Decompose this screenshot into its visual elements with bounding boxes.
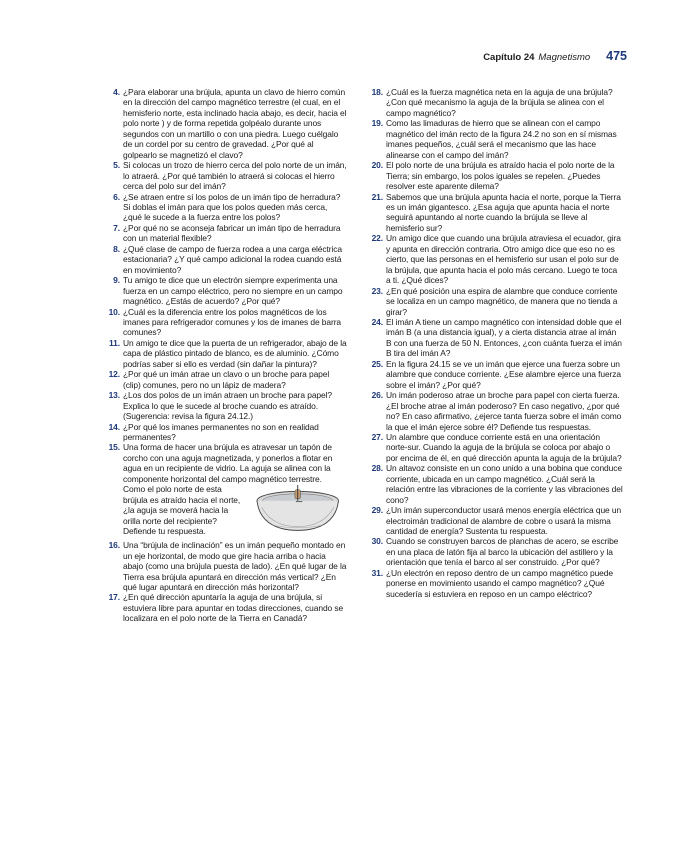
question-text: Como las limaduras de hierro que se alinean con el campo magnético del imán recto de la figura 24.2 no son en sí mismas imanes pequeños, ¿cuál será el mecanismo que las hace alinearse con el campo del imán? [386, 118, 617, 160]
question-number: 18 . [367, 87, 383, 97]
question-number: 16 . [104, 540, 120, 550]
chapter-label: Capítulo 24 [483, 52, 535, 63]
left-column [104, 87, 347, 624]
question-number: 19 . [367, 118, 383, 128]
question-item [104, 592, 347, 623]
question-text: Una forma de hacer una brújula es atravesar un tapón de corcho con una aguja magnetizada, y ponerlos a flotar en agua en un recipiente de vidrio. La aguja se alinea con la componente horizontal del campo magnético terrestre. [123, 442, 333, 484]
page-number: 475 [606, 49, 627, 63]
question-number: 7 . [104, 223, 120, 233]
question-text: El polo norte de una brújula es atraído hacia el polo norte de la Tierra; sin embargo, los polos iguales se repelen. ¿Puedes resolver este aparente dilema? [386, 160, 615, 192]
question-number: 9 . [104, 275, 120, 285]
question-item [367, 505, 623, 536]
question-text: ¿Cuál es la fuerza magnética neta en la aguja de una brújula? ¿Con qué mecanismo la aguja de la brújula se alinea con el campo magnético? [386, 87, 613, 118]
question-text-continued: Como el polo norte de esta brújula es atraído hacia el norte, ¿la aguja se moverá hacia la orilla norte del recipiente? Defiende tu respuesta. [123, 484, 241, 537]
question-number: 6 . [104, 192, 120, 202]
question-item [367, 87, 623, 118]
question-number: 5 . [104, 160, 120, 170]
question-number: 13 . [104, 390, 120, 400]
question-number: 4 . [104, 87, 120, 97]
question-item [367, 192, 623, 234]
question-number: 12 . [104, 369, 120, 379]
question-item [104, 223, 347, 244]
question-text: Un altavoz consiste en un cono unido a una bobina que conduce corriente, ubicada en un campo magnético. ¿Cuál será la relación entre las vibraciones de la corriente y las vibraciones del cono? [386, 463, 623, 505]
question-number: 10 . [104, 307, 120, 317]
question-item [104, 307, 347, 338]
question-text: Cuando se construyen barcos de planchas de acero, se escribe en una placa de latón fija al barco la ubicación del astillero y la orientación que tenía el barco al ser construido. ¿Por qué? [386, 536, 619, 568]
question-number: 29 . [367, 505, 383, 515]
question-item [104, 192, 347, 223]
question-number: 24 . [367, 317, 383, 327]
right-column [367, 87, 623, 599]
question-text: Sabemos que una brújula apunta hacia el norte, porque la Tierra es un imán gigantesco. ¿Esa aguja que apunta hacia el norte seguirá apuntando al norte cuando la brújula se lleve al hemisferio sur? [386, 191, 621, 233]
question-text: ¿En qué posición una espira de alambre que conduce corriente se localiza en un campo magnético, de manera que no tienda a girar? [386, 285, 618, 317]
question-item [367, 536, 623, 567]
question-number: 23 . [367, 286, 383, 296]
question-number: 28 . [367, 463, 383, 473]
question-text: ¿Por qué un imán atrae un clavo o un broche para papel (clip) comunes, pero no un lápiz de madera? [123, 369, 330, 390]
question-text: Un amigo dice que cuando una brújula atraviesa el ecuador, gira y apunta en dirección contraria. Otro amigo dice que eso no es cierto, que las personas en el hemisferio sur usan el polo sur de la brújula, que apunta hacia el polo más cercano. Luego te toca a ti. ¿Qué dices? [386, 233, 621, 286]
question-item [104, 540, 347, 592]
question-item [367, 390, 623, 432]
question-item [104, 160, 347, 191]
question-text: Un imán poderoso atrae un broche para papel con cierta fuerza. ¿El broche atrae al imán poderoso? En caso negativo, ¿por qué no? En caso afirmativo, ¿ejerce tanta fuerza sobre el imán como la que el imán ejerce sobre él? Defiende tus respuestas. [386, 390, 622, 432]
question-item [104, 422, 347, 443]
question-item [367, 233, 623, 285]
question-number: 11 . [104, 338, 120, 348]
figure-row [123, 484, 347, 540]
question-item [367, 286, 623, 317]
question-text: ¿Por qué no se aconseja fabricar un imán tipo de herradura con un material flexible? [123, 222, 341, 244]
floating-compass-bowl-illustration [245, 480, 347, 540]
question-text: ¿En qué dirección apuntaría la aguja de una brújula, si estuviera libre para apuntar en todas direcciones, cuando se localizara en el polo norte de la Tierra en Canadá? [123, 592, 344, 624]
question-item [104, 244, 347, 275]
question-item [367, 317, 623, 359]
question-item [104, 390, 347, 421]
question-number: 31 . [367, 568, 383, 578]
question-text: ¿Un electrón en reposo dentro de un campo magnético puede ponerse en movimiento usando el campo magnético? ¿Qué sucedería si estuviera en reposo en un campo eléctrico? [386, 567, 613, 599]
question-number: 27 . [367, 432, 383, 442]
question-number: 26 . [367, 390, 383, 400]
question-text: ¿Un imán superconductor usará menos energía eléctrica que un electroimán tradicional de alambre de cobre o usará la misma cantidad de energía? Sustenta tu respuesta. [386, 505, 622, 537]
question-text: ¿Por qué los imanes permanentes no son en realidad permanentes? [123, 421, 319, 442]
question-item [367, 118, 623, 160]
question-number: 25 . [367, 359, 383, 369]
question-number: 22 . [367, 233, 383, 243]
page-header [483, 49, 627, 63]
question-text: Tu amigo te dice que un electrón siempre experimenta una fuerza en un campo eléctrico, pero no siempre en un campo magnético. ¿Estás de acuerdo? ¿Por qué? [123, 275, 343, 307]
question-number: 21 . [367, 192, 383, 202]
question-text: ¿Se atraen entre sí los polos de un imán tipo de herradura? Si doblas el imán para que los polos queden más cerca, ¿qué le sucede a la fuerza entre los polos? [123, 191, 341, 223]
question-item [367, 432, 623, 463]
question-text: Una “brújula de inclinación” es un imán pequeño montado en un eje horizontal, de modo que gire hacia arriba o hacia abajo (como una brújula puesta de lado). ¿En qué lugar de la Tierra esa brújula apuntará en dirección más vertical? ¿En qué lugar apuntará en dirección más horizontal? [123, 540, 347, 593]
question-text: ¿Cuál es la diferencia entre los polos magnéticos de los imanes para refrigerador comunes y los de imanes de barra comunes? [123, 306, 342, 338]
question-text: ¿Los dos polos de un imán atraen un broche para papel? Explica lo que le sucede al broche cuando es atraído. (Sugerencia: revisa la figura 24.12.) [123, 390, 332, 422]
question-item-with-figure [104, 442, 347, 540]
question-number: 15 . [104, 442, 120, 452]
question-item [104, 275, 347, 306]
question-text: El imán A tiene un campo magnético con intensidad doble que el imán B (a una distancia igual), y a cierta distancia atrae al imán B con una fuerza de 50 N. Entonces, ¿con cuánta fuerza el imán B tira del imán A? [386, 316, 622, 359]
question-text: Si colocas un trozo de hierro cerca del polo norte de un imán, lo atraerá. ¿Por qué también lo atraerá si colocas el hierro cerca del polo sur del imán? [123, 160, 347, 192]
question-item [367, 359, 623, 390]
question-text: Un alambre que conduce corriente está en una orientación norte-sur. Cuando la aguja de la brújula se coloca por abajo o por encima de él, en qué dirección apunta la aguja de la brújula? [386, 431, 622, 463]
question-text: En la figura 24.15 se ve un imán que ejerce una fuerza sobre un alambre que conduce corriente. ¿Ese alambre ejerce una fuerza sobre el imán? ¿Por qué? [386, 358, 621, 390]
question-item [104, 87, 347, 160]
question-number: 20 . [367, 160, 383, 170]
question-item [367, 463, 623, 505]
question-item [367, 568, 623, 599]
chapter-title: Magnetismo [538, 52, 591, 63]
question-text: ¿Para elaborar una brújula, apunta un clavo de hierro común en la dirección del campo magnético terrestre (el cual, en el hemisferio norte, esta inclinado hacia abajo, es decir, hacia el polo norte ) y de forma repetida golpéalo durante unos segundos con un martillo o con una piedra. Luego cuélgalo de un cordel por su centro de gravedad. ¿Por qué al golpearlo se magnetizó el clavo? [123, 87, 347, 160]
question-number: 17 . [104, 592, 120, 602]
question-number: 8 . [104, 244, 120, 254]
question-text: ¿Qué clase de campo de fuerza rodea a una carga eléctrica estacionaria? ¿Y qué campo adicional la rodea cuando está en movimiento? [123, 243, 342, 275]
question-item [104, 369, 347, 390]
question-text: Un amigo te dice que la puerta de un refrigerador, abajo de la capa de plástico pintado de blanco, es de aluminio. ¿Cómo podrías saber si ello es verdad (sin dañar la pintura)? [123, 337, 347, 369]
question-item [104, 338, 347, 369]
question-item [367, 160, 623, 191]
question-number: 14 . [104, 422, 120, 432]
question-number: 30 . [367, 536, 383, 546]
